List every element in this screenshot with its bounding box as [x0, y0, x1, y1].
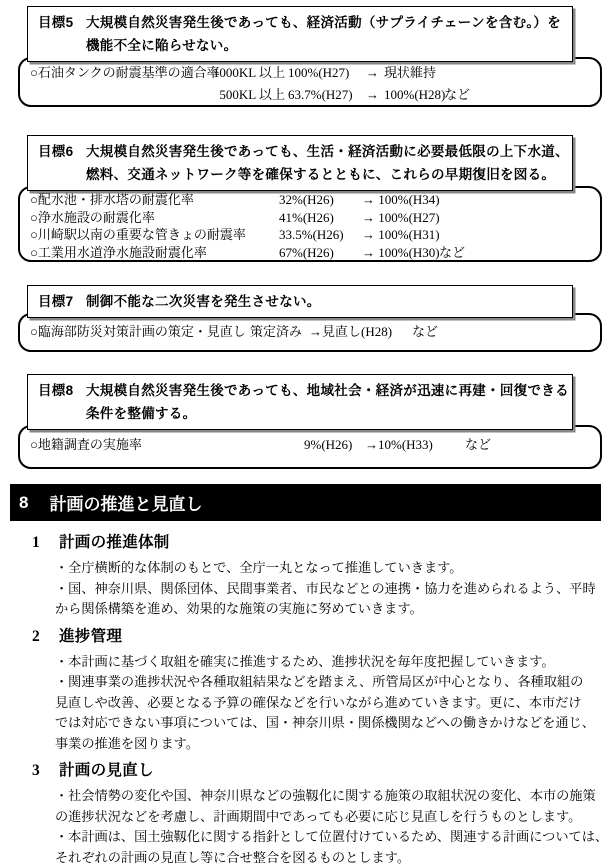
indicator-cell: 現状維持 [384, 65, 437, 80]
indicator-row [30, 244, 594, 262]
goal-label: 目標8 [38, 383, 74, 398]
goal-header-box [27, 285, 573, 318]
goal-header-box [27, 6, 573, 62]
indicator-cell: ○工業用水道浄水施設耐震化率 [30, 244, 207, 260]
goal-label: 目標7 [38, 294, 74, 309]
bullet-line: それぞれの計画の見直し等に合せ整合を図るものとします。 [55, 849, 411, 865]
indicator-row [30, 322, 594, 342]
bullet-line: ・本計画に基づく取組を確実に推進するため、進捗状況を毎年度把握していきます。 [55, 653, 555, 669]
indicator-cell: 32%(H26) [279, 192, 334, 207]
indicator-cell: ○石油タンクの耐震基準の適合率 [30, 65, 220, 80]
indicator-cell: 33.5%(H26) [279, 227, 344, 242]
bullet-line: 事業の推進を図ります。 [55, 735, 200, 751]
subsection-title: 進捗管理 [59, 627, 123, 645]
indicator-cell: →10%(H33) [365, 437, 433, 452]
indicator-row [30, 191, 594, 209]
indicator-cell: →見直し(H28) [309, 324, 393, 339]
indicator-cell: 1000KL 以上 [212, 65, 285, 80]
indicator-cell: → 100%(H27) [362, 209, 440, 225]
goal-title-line: 大規模自然災害発生後であっても、生活・経済活動に必要最低限の上下水道、 [86, 144, 569, 159]
indicator-cell [30, 84, 209, 106]
bullet-list [0, 558, 614, 620]
subsection-number: 3 [32, 762, 41, 779]
indicator-cell: ○臨海部防災対策計画の策定・見直し [30, 324, 246, 339]
bullet-item [42, 786, 614, 827]
indicator-cell: 100%(H28) [384, 87, 446, 102]
indicator-cell: 100%(H27) [288, 65, 350, 80]
goal-block [18, 6, 602, 107]
subsection-heading [0, 533, 614, 553]
indicator-cell: など [444, 87, 471, 102]
indicator-row [30, 62, 594, 84]
bullet-line: では対応できない事項については、国・神奈川県・関係機関などへの働きかけなどを通じ、 [55, 715, 595, 730]
goal-title [86, 290, 564, 313]
bullet-line: から関係構築を進め、効果的な施策の実施に努めていきます。 [55, 601, 423, 616]
subsection-heading [0, 627, 614, 647]
bullet-item [42, 558, 614, 579]
bullet-line: ・関連事業の進捗状況や各種取組結果などを踏まえ、所管局区が中心となり、各種取組の [55, 674, 584, 689]
goal-title [86, 11, 564, 57]
goal-label: 目標6 [38, 144, 74, 159]
goal-label: 目標5 [38, 15, 74, 30]
bullet-line: の進捗状況などを考慮し、計画期間中であっても必要に応じ見直しを行うものとします。 [55, 808, 582, 824]
bullet-list [0, 786, 614, 868]
indicator-cell: 67%(H26) [279, 244, 334, 260]
indicator-cell: ○浄水施設の耐震化率 [30, 209, 155, 225]
section-header-bar [10, 484, 601, 521]
subsection [0, 627, 614, 755]
goal-title-line: 機能不全に陥らせない。 [86, 38, 238, 53]
bullet-item [42, 672, 614, 754]
indicator-cell: ○地籍調査の実施率 [30, 437, 142, 452]
subsection-heading [0, 761, 614, 781]
bullet-item [42, 827, 614, 868]
subsection [0, 761, 614, 868]
goal-title [86, 379, 569, 425]
bullet-item [42, 652, 614, 673]
bullet-list [0, 652, 614, 755]
goal-title-line: 大規模自然災害発生後であっても、地域社会・経済が迅速に再建・回復できる [86, 383, 569, 398]
bullet-line: 見直しや改善、必要となる予算の確保などを行いながら進めていきます。更に、本市だけ [55, 694, 582, 710]
indicator-cell: → 100%(H31) [362, 227, 440, 242]
indicator-row [30, 435, 594, 455]
indicator-row [30, 209, 594, 227]
subsection-title: 計画の見直し [59, 762, 154, 779]
subsection-number: 1 [32, 534, 41, 551]
bullet-line: ・全庁横断的な体制のもとで、全庁一丸となって推進していきます。 [55, 560, 463, 575]
indicator-cell: ○川崎駅以南の重要な管きょの耐震率 [30, 227, 246, 242]
indicator-cell: ○配水池・排水塔の耐震化率 [30, 192, 194, 207]
section-title: 計画の推進と見直し [49, 495, 203, 514]
indicator-cell: → [366, 87, 379, 102]
indicator-cell: 63.7%(H27) [288, 87, 353, 102]
indicator-cell: など [412, 324, 439, 339]
subsection-number: 2 [32, 627, 41, 645]
indicator-cell: 9%(H26) [304, 437, 353, 452]
indicator-cell: など [465, 437, 492, 452]
goal-title-line: 大規模自然災害発生後であっても、経済活動（サプライチェーンを含む。）を [86, 15, 562, 30]
bullet-line: ・社会情勢の変化や国、神奈川県などの強靱化に関する施策の取組状況の変化、本市の施策 [55, 788, 596, 803]
indicator-cell: → 100%(H34) [362, 192, 440, 207]
goal-header-box [27, 135, 573, 191]
bullet-line: ・国、神奈川県、関係団体、民間事業者、市民などとの連携・協力を進められるよう、平時 [55, 580, 596, 596]
goals-list [0, 6, 614, 469]
bullet-item [42, 579, 614, 620]
subsection-title: 計画の推進体制 [59, 534, 170, 551]
goal-title-line: 燃料、交通ネットワーク等を確保するとともに、これらの早期復旧を図る。 [86, 167, 556, 182]
indicator-cell: → [366, 65, 379, 80]
indicator-cell: 500KL 以上 [219, 87, 285, 102]
goal-indicators-box [18, 425, 602, 469]
indicator-cell: → 100%(H30) [362, 244, 440, 260]
goal-block [18, 285, 602, 352]
indicator-cell: 41%(H26) [279, 209, 334, 225]
goal-indicators-box [18, 57, 602, 107]
subsection [0, 533, 614, 620]
bullet-line: ・本計画は、国土強靱化に関する指針として位置付けているため、関連する計画については、 [55, 829, 609, 844]
goal-header-box [27, 374, 573, 430]
indicator-cell: など [439, 244, 466, 260]
indicator-row [30, 226, 594, 244]
indicator-cell: 策定済み [250, 324, 303, 339]
goal-title [86, 140, 569, 186]
indicator-row [30, 84, 594, 106]
goal-block [18, 374, 602, 469]
section-number: 8 [19, 492, 29, 512]
goal-title-line: 制御不能な二次災害を発生させない。 [86, 294, 321, 309]
subsections [0, 533, 614, 868]
goal-block [18, 135, 602, 262]
goal-indicators-box [18, 313, 602, 352]
goal-title-line: 条件を整備する。 [86, 406, 197, 421]
goal-indicators-box [18, 186, 602, 262]
